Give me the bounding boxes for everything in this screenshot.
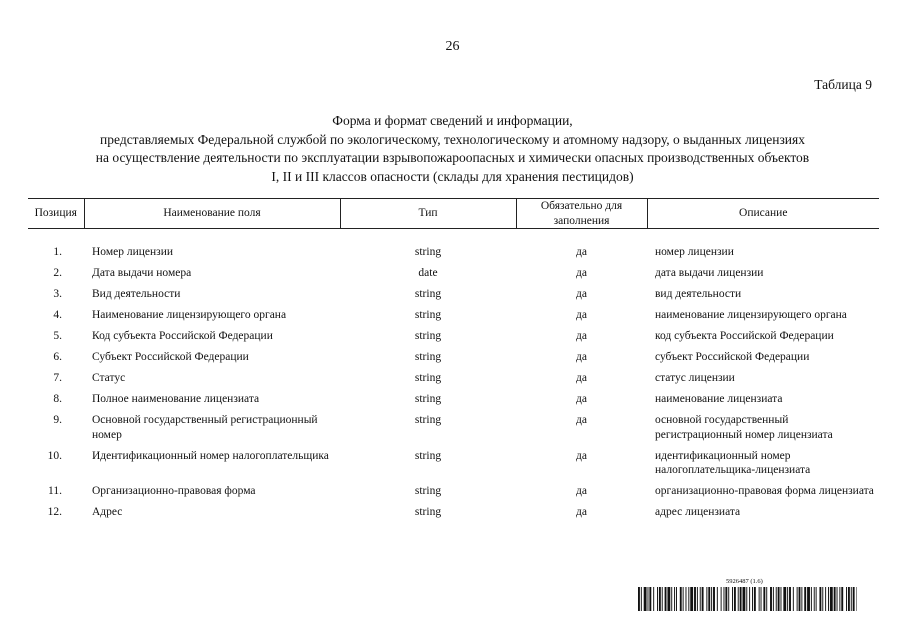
- column-header-required: Обязательно для заполнения: [516, 199, 647, 229]
- table-header-row: [28, 199, 879, 229]
- row-field-name: Основной государственный регистрационный номер: [92, 414, 318, 441]
- row-description: основной государственный регистрационный номер лицензиата: [655, 414, 833, 441]
- row-position: 3.: [53, 288, 62, 300]
- row-required: да: [576, 330, 587, 342]
- row-position: 4.: [53, 309, 62, 321]
- table-label: Таблица 9: [814, 77, 872, 92]
- row-type: string: [414, 288, 442, 300]
- row-position: 9.: [53, 414, 62, 426]
- row-position: 11.: [48, 485, 62, 497]
- row-description: адрес лицензиата: [655, 506, 741, 518]
- row-type: string: [414, 372, 442, 384]
- table-row: [28, 410, 879, 446]
- table-row: [28, 446, 879, 482]
- row-type: string: [414, 246, 442, 258]
- fields-table: [28, 198, 879, 523]
- barcode-bars: [638, 587, 857, 611]
- row-type: string: [414, 449, 442, 462]
- column-header-position: Позиция: [28, 199, 84, 229]
- row-field-name: Организационно-правовая форма: [92, 485, 256, 497]
- row-description: субъект Российской Федерации: [655, 351, 810, 363]
- column-header-description: Описание: [647, 199, 879, 229]
- row-field-name: Статус: [92, 372, 126, 384]
- row-required: да: [576, 246, 587, 258]
- row-position: 2.: [53, 267, 62, 279]
- row-field-name: Субъект Российской Федерации: [92, 351, 249, 363]
- row-description: идентификационный номер налогоплательщика-лицензиата: [655, 449, 811, 476]
- row-description: наименование лицензиата: [655, 393, 783, 405]
- row-field-name: Наименование лицензирующего органа: [92, 309, 287, 321]
- table-row: [28, 284, 879, 305]
- row-position: 8.: [53, 393, 62, 405]
- table-row: [28, 368, 879, 389]
- barcode-text: 5926487 (1.6): [726, 578, 763, 585]
- row-required: да: [576, 288, 587, 300]
- row-position: 6.: [53, 351, 62, 363]
- row-field-name: Вид деятельности: [92, 288, 181, 300]
- row-type: string: [414, 506, 442, 518]
- row-description: номер лицензии: [655, 246, 734, 258]
- title-line: Форма и формат сведений и информации,: [332, 113, 573, 128]
- row-position: 10.: [47, 449, 62, 462]
- title-line: представляемых Федеральной службой по экологическому, технологическому и атомному надзору, о выданных лицензиях: [100, 131, 805, 147]
- row-required: да: [576, 351, 587, 363]
- row-position: 5.: [53, 330, 62, 342]
- table-body: [28, 229, 879, 524]
- row-field-name: Полное наименование лицензиата: [92, 393, 260, 405]
- row-required: да: [576, 485, 587, 497]
- row-required: да: [576, 506, 587, 518]
- document-title: [0, 112, 905, 186]
- table-row: [28, 502, 879, 523]
- row-type: string: [414, 485, 442, 497]
- row-field-name: Код субъекта Российской Федерации: [92, 330, 273, 342]
- row-type: string: [414, 393, 442, 405]
- row-required: да: [576, 372, 587, 384]
- title-line: на осуществление деятельности по эксплуатации взрывопожароопасных и химически опасных производственных объектов: [95, 150, 810, 165]
- row-position: 12.: [47, 506, 62, 518]
- title-line: I, II и III классов опасности (склады для хранения пестицидов): [271, 168, 634, 184]
- column-header-type: Тип: [340, 199, 516, 229]
- column-header-name: Наименование поля: [84, 199, 340, 229]
- row-position: 7.: [53, 372, 62, 384]
- row-description: код субъекта Российской Федерации: [655, 330, 834, 342]
- row-required: да: [576, 267, 587, 279]
- table-row: [28, 305, 879, 326]
- row-position: 1.: [53, 246, 62, 258]
- table-spacer: [28, 229, 879, 243]
- row-field-name: Идентификационный номер налогоплательщика: [92, 449, 329, 462]
- row-description: статус лицензии: [655, 372, 735, 384]
- row-required: да: [576, 309, 587, 321]
- barcode: [638, 578, 857, 612]
- row-type: string: [414, 309, 442, 321]
- row-description: вид деятельности: [655, 288, 742, 300]
- row-description: дата выдачи лицензии: [655, 267, 764, 279]
- row-required: да: [576, 393, 587, 405]
- table-row: [28, 326, 879, 347]
- table-row: [28, 263, 879, 284]
- row-type: date: [418, 267, 438, 279]
- table-row: [28, 347, 879, 368]
- row-type: string: [414, 351, 442, 363]
- row-type: string: [414, 414, 442, 426]
- row-description: организационно-правовая форма лицензиата: [655, 485, 874, 497]
- page-number: 26: [445, 39, 460, 54]
- table-row: [28, 389, 879, 410]
- row-field-name: Номер лицензии: [92, 246, 173, 258]
- row-type: string: [414, 330, 442, 342]
- row-description: наименование лицензирующего органа: [655, 309, 847, 321]
- row-required: да: [576, 449, 587, 462]
- row-field-name: Адрес: [92, 506, 123, 518]
- table-row: [28, 242, 879, 263]
- row-field-name: Дата выдачи номера: [92, 267, 192, 279]
- table-row: [28, 481, 879, 502]
- row-required: да: [576, 414, 587, 426]
